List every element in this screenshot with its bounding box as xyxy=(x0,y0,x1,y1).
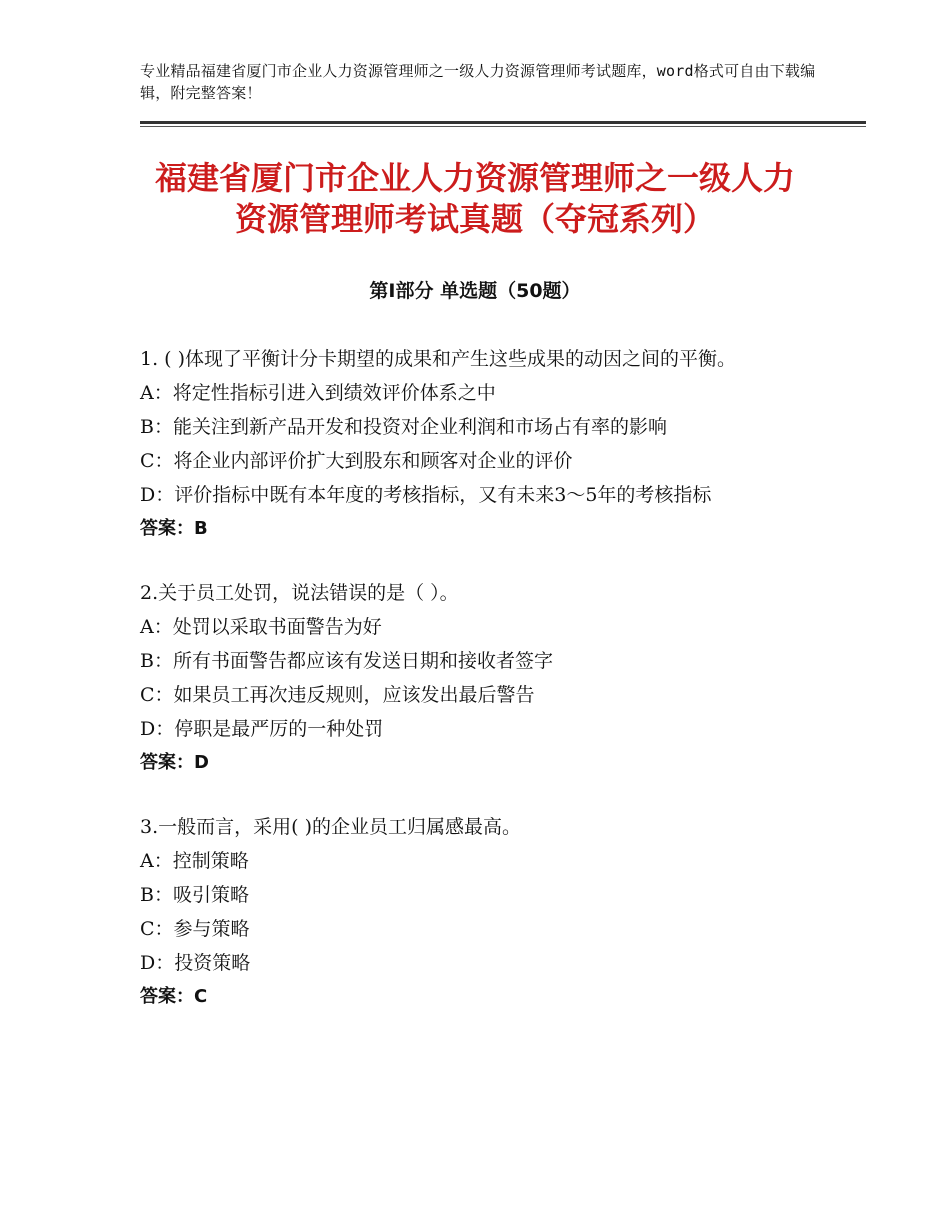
option-b: B：所有书面警告都应该有发送日期和接收者签字 xyxy=(140,650,553,672)
question-list xyxy=(140,342,810,1044)
question-stem: 2.关于员工处罚，说法错误的是（ ）。 xyxy=(140,582,459,604)
question-3 xyxy=(140,810,810,1014)
question-1 xyxy=(140,342,810,546)
section-heading: 第Ⅰ部分 单选题（50题） xyxy=(369,280,581,302)
header-divider-thin xyxy=(140,126,866,127)
document-title: 福建省厦门市企业人力资源管理师之一级人力资源管理师考试真题（夺冠系列） xyxy=(154,159,795,238)
question-2 xyxy=(140,576,810,780)
option-d: D：投资策略 xyxy=(140,952,251,974)
question-stem: 3.一般而言，采用( )的企业员工归属感最高。 xyxy=(140,816,521,838)
option-d: D：评价指标中既有本年度的考核指标，又有未来3～5年的考核指标 xyxy=(140,484,712,506)
option-b: B：能关注到新产品开发和投资对企业利润和市场占有率的影响 xyxy=(140,416,667,438)
option-c: C：参与策略 xyxy=(140,918,250,940)
option-a: A：将定性指标引进入到绩效评价体系之中 xyxy=(140,382,496,404)
header-note: 专业精品福建省厦门市企业人力资源管理师之一级人力资源管理师考试题库，word格式可自由下载编辑，附完整答案！ xyxy=(140,62,816,102)
option-a: A：处罚以采取书面警告为好 xyxy=(140,616,382,638)
option-c: C：如果员工再次违反规则，应该发出最后警告 xyxy=(140,684,535,706)
question-stem: 1. ( )体现了平衡计分卡期望的成果和产生这些成果的动因之间的平衡。 xyxy=(140,348,737,370)
option-a: A：控制策略 xyxy=(140,850,249,872)
option-d: D：停职是最严厉的一种处罚 xyxy=(140,718,384,740)
answer: 答案：C xyxy=(140,986,208,1007)
option-b: B：吸引策略 xyxy=(140,884,249,906)
answer: 答案：B xyxy=(140,518,208,539)
answer: 答案：D xyxy=(140,752,209,773)
header-divider-thick xyxy=(140,121,866,124)
option-c: C：将企业内部评价扩大到股东和顾客对企业的评价 xyxy=(140,450,573,472)
